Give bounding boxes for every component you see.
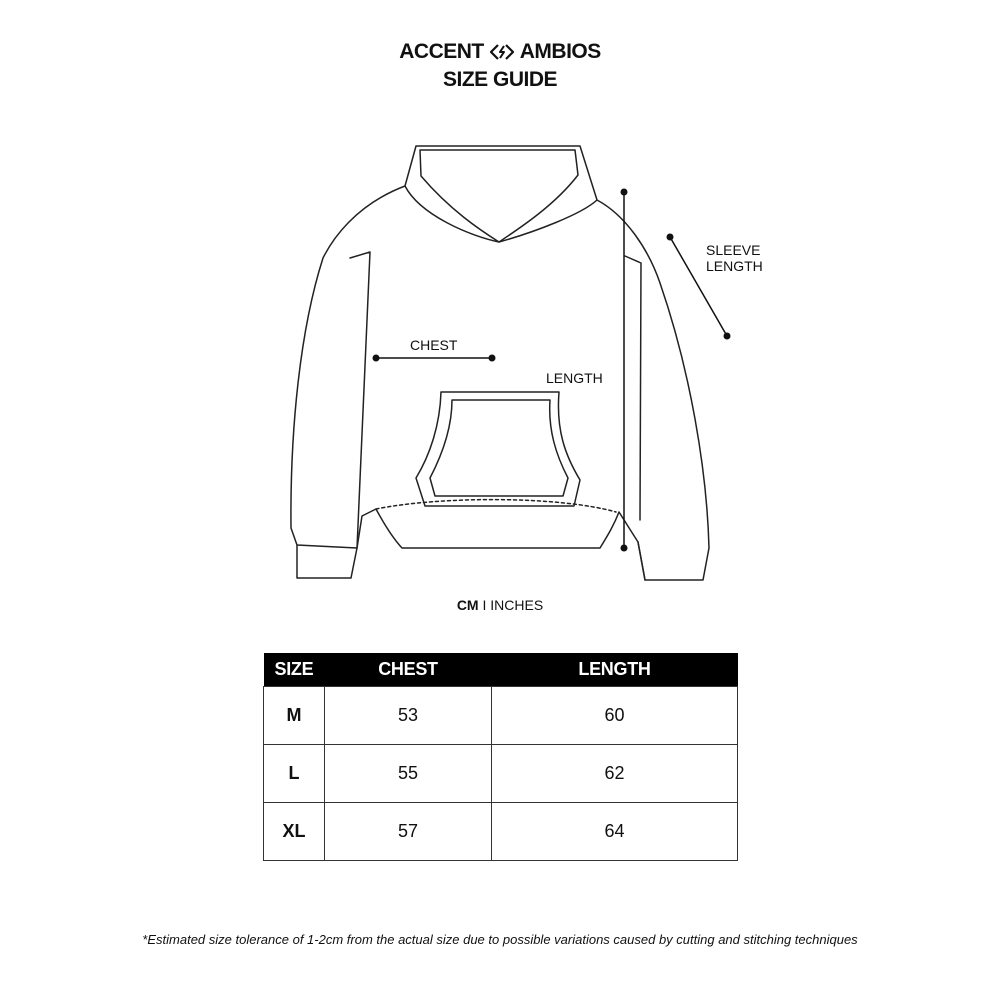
column-header-length: LENGTH [492,653,738,687]
size-cell: L [264,745,325,803]
table-row [264,745,738,803]
length-cell: 64 [492,803,738,861]
chest-label: CHEST [410,337,458,353]
hood-lining-outline [420,150,578,242]
right-cuff [638,542,645,580]
unit-indicator [0,597,1000,613]
table-row [264,687,738,745]
size-tolerance-footnote: *Estimated size tolerance of 1-2cm from the actual size due to possible variations caused by cutting and stitching techniques [142,932,858,947]
unit-cm: CM [456,597,479,613]
column-header-size: SIZE [264,653,325,687]
chest-cell: 55 [325,745,492,803]
sleeve-label-line-1: SLEEVE [706,242,761,258]
hoodie-body-outline [291,146,709,580]
kangaroo-pocket-inner [430,400,568,496]
length-cell: 62 [492,745,738,803]
size-table [263,653,738,861]
table-row [264,803,738,861]
chest-cell: 57 [325,803,492,861]
brand-name-left: ACCENT [399,40,484,63]
length-cell: 60 [492,687,738,745]
length-label: LENGTH [546,370,603,386]
left-cuff [297,545,357,578]
column-header-chest: CHEST [325,653,492,687]
chest-measure-line [373,355,496,362]
chest-cell: 53 [325,687,492,745]
table-header-row [264,653,738,687]
size-cell: XL [264,803,325,861]
hood-inner-outline [405,186,597,242]
brand-name-right: AMBIOS [519,40,601,63]
length-measure-line [621,189,628,552]
right-sleeve-seam [625,256,641,520]
page-title: SIZE GUIDE [442,68,558,91]
unit-inches: INCHES [490,597,544,613]
left-sleeve-seam [350,252,370,548]
sleeve-length-label [706,242,763,274]
sleeve-label-line-2: LENGTH [706,258,763,274]
size-cell: M [264,687,325,745]
unit-separator: I [478,597,491,613]
